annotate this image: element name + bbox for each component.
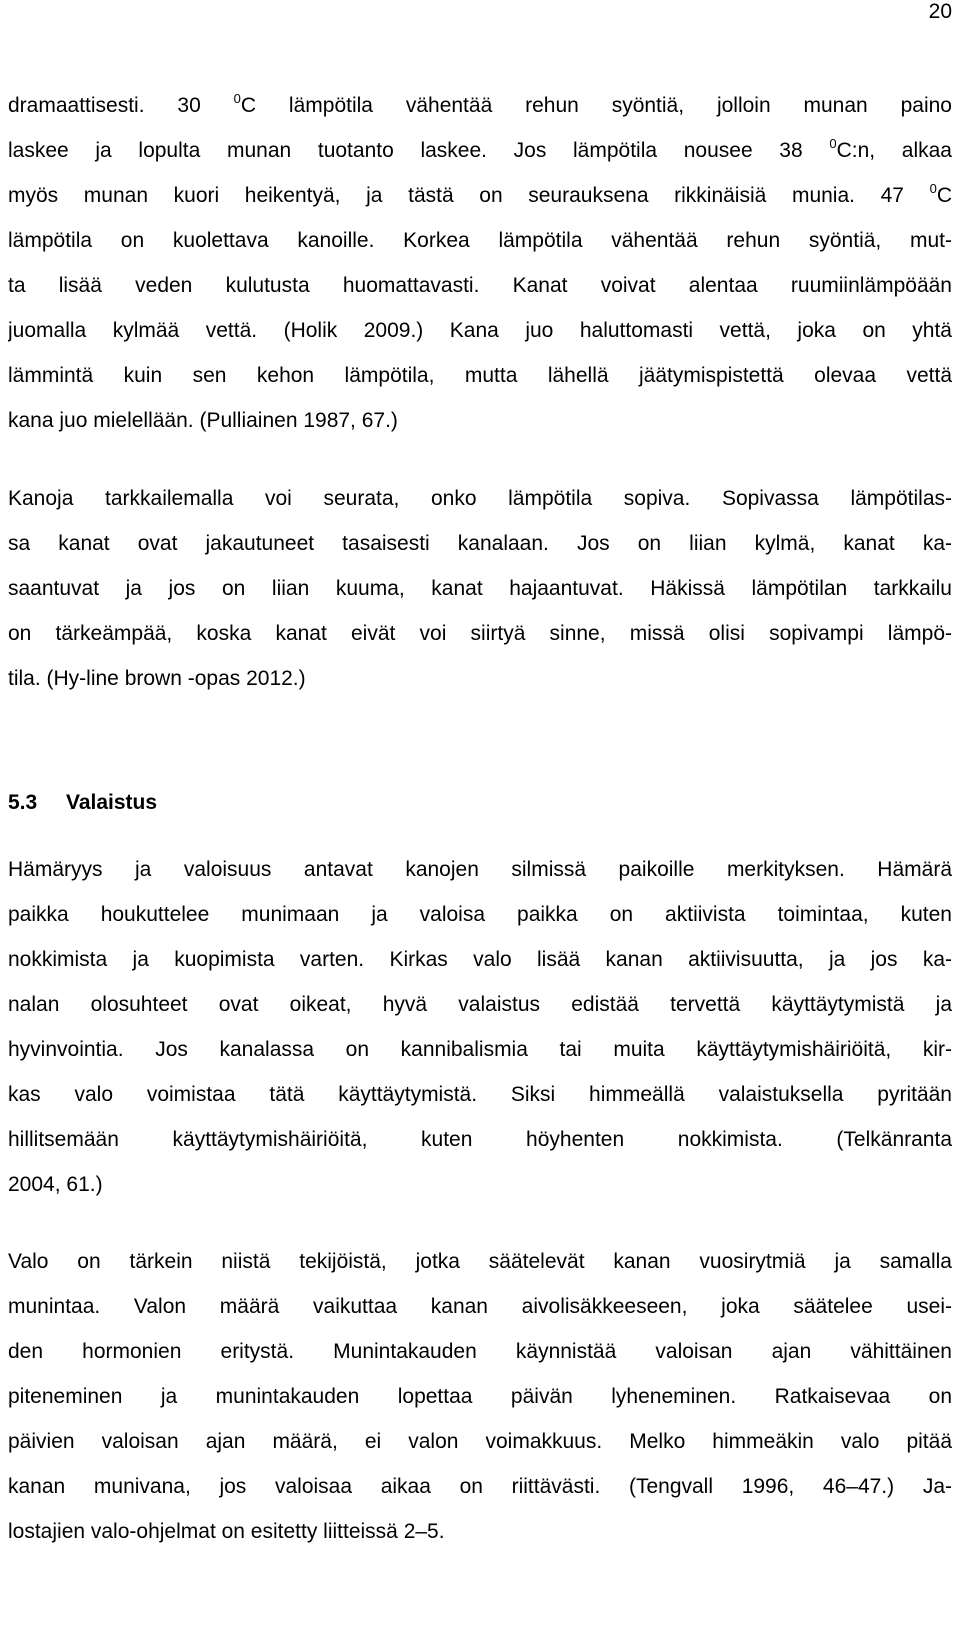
section-number: 5.3	[8, 791, 38, 814]
section-heading	[8, 780, 952, 825]
superscript: 0	[233, 91, 241, 106]
text-line: Kanoja tarkkailemalla voi seurata, onko lämpötila sopiva. Sopivassa lämpötilas-	[8, 487, 952, 510]
superscript: 0	[929, 181, 937, 196]
text-line: hyvinvointia. Jos kanalassa on kannibalismia tai muita käyttäytymishäiriöitä, kir-	[8, 1038, 952, 1061]
text-line: piteneminen ja munintakauden lopettaa päivän lyheneminen. Ratkaisevaa on	[8, 1385, 952, 1408]
text-line: kanan munivana, jos valoisaa aikaa on riittävästi. (Tengvall 1996, 46–47.) Ja-	[8, 1475, 952, 1498]
text-line: lämmintä kuin sen kehon lämpötila, mutta lähellä jäätymispistettä olevaa vettä	[8, 364, 952, 387]
text-line: kana juo mielellään. (Pulliainen 1987, 67.)	[8, 409, 398, 432]
text-line: Valo on tärkein niistä tekijöistä, jotka säätelevät kanan vuosirytmiä ja samalla	[8, 1250, 952, 1273]
section-title: Valaistus	[66, 791, 158, 814]
page-number: 20	[928, 0, 952, 23]
paragraph-temperature-effects	[8, 83, 952, 443]
paragraph-temperature-observation	[8, 476, 952, 701]
text-line: 2004, 61.)	[8, 1173, 103, 1196]
text-line: den hormonien eritystä. Munintakauden käynnistää valoisan ajan vähittäinen	[8, 1340, 952, 1363]
paragraph-lighting-behaviour	[8, 847, 952, 1207]
text-line: juomalla kylmää vettä. (Holik 2009.) Kana juo haluttomasti vettä, joka on yhtä	[8, 319, 952, 342]
text-line: paikka houkuttelee munimaan ja valoisa paikka on aktiivista toimintaa, kuten	[8, 903, 952, 926]
text-line: on tärkeämpää, koska kanat eivät voi siirtyä sinne, missä olisi sopivampi lämpö-	[8, 622, 952, 645]
text-line: saantuvat ja jos on liian kuuma, kanat hajaantuvat. Häkissä lämpötilan tarkkailu	[8, 577, 952, 600]
text-line: nalan olosuhteet ovat oikeat, hyvä valaistus edistää tervettä käyttäytymistä ja	[8, 993, 952, 1016]
text-line: dramaattisesti. 30 $^0$C lämpötila vähentää rehun syöntiä, jolloin munan paino	[8, 91, 952, 117]
page-content	[8, 83, 952, 1554]
text-line: lostajien valo-ohjelmat on esitetty liitteissä 2–5.	[8, 1520, 445, 1543]
text-line: munintaa. Valon määrä vaikuttaa kanan aivolisäkkeeseen, joka säätelee usei-	[8, 1295, 952, 1318]
superscript: 0	[829, 136, 837, 151]
paragraph-lighting-laying	[8, 1239, 952, 1554]
text-line: kas valo voimistaa tätä käyttäytymistä. Siksi himmeällä valaistuksella pyritään	[8, 1083, 952, 1106]
text-line: hillitsemään käyttäytymishäiriöitä, kuten höyhenten nokkimista. (Telkänranta	[8, 1128, 952, 1151]
text-line: sa kanat ovat jakautuneet tasaisesti kanalaan. Jos on liian kylmä, kanat ka-	[8, 532, 952, 555]
text-line: nokkimista ja kuopimista varten. Kirkas valo lisää kanan aktiivisuutta, ja jos ka-	[8, 948, 952, 971]
text-line: ta lisää veden kulutusta huomattavasti. Kanat voivat alentaa ruumiinlämpöään	[8, 274, 952, 297]
text-line: päivien valoisan ajan määrä, ei valon voimakkuus. Melko himmeäkin valo pitää	[8, 1430, 952, 1453]
text-line: tila. (Hy-line brown -opas 2012.)	[8, 667, 306, 690]
text-line: Hämäryys ja valoisuus antavat kanojen silmissä paikoille merkityksen. Hämärä	[8, 858, 952, 881]
text-line: myös munan kuori heikentyä, ja tästä on seurauksena rikkinäisiä munia. 47 $^0$C	[8, 181, 952, 207]
text-line: lämpötila on kuolettava kanoille. Korkea lämpötila vähentää rehun syöntiä, mut-	[8, 229, 952, 252]
text-line: laskee ja lopulta munan tuotanto laskee. Jos lämpötila nousee 38 $^0$C:n, alkaa	[8, 136, 952, 162]
